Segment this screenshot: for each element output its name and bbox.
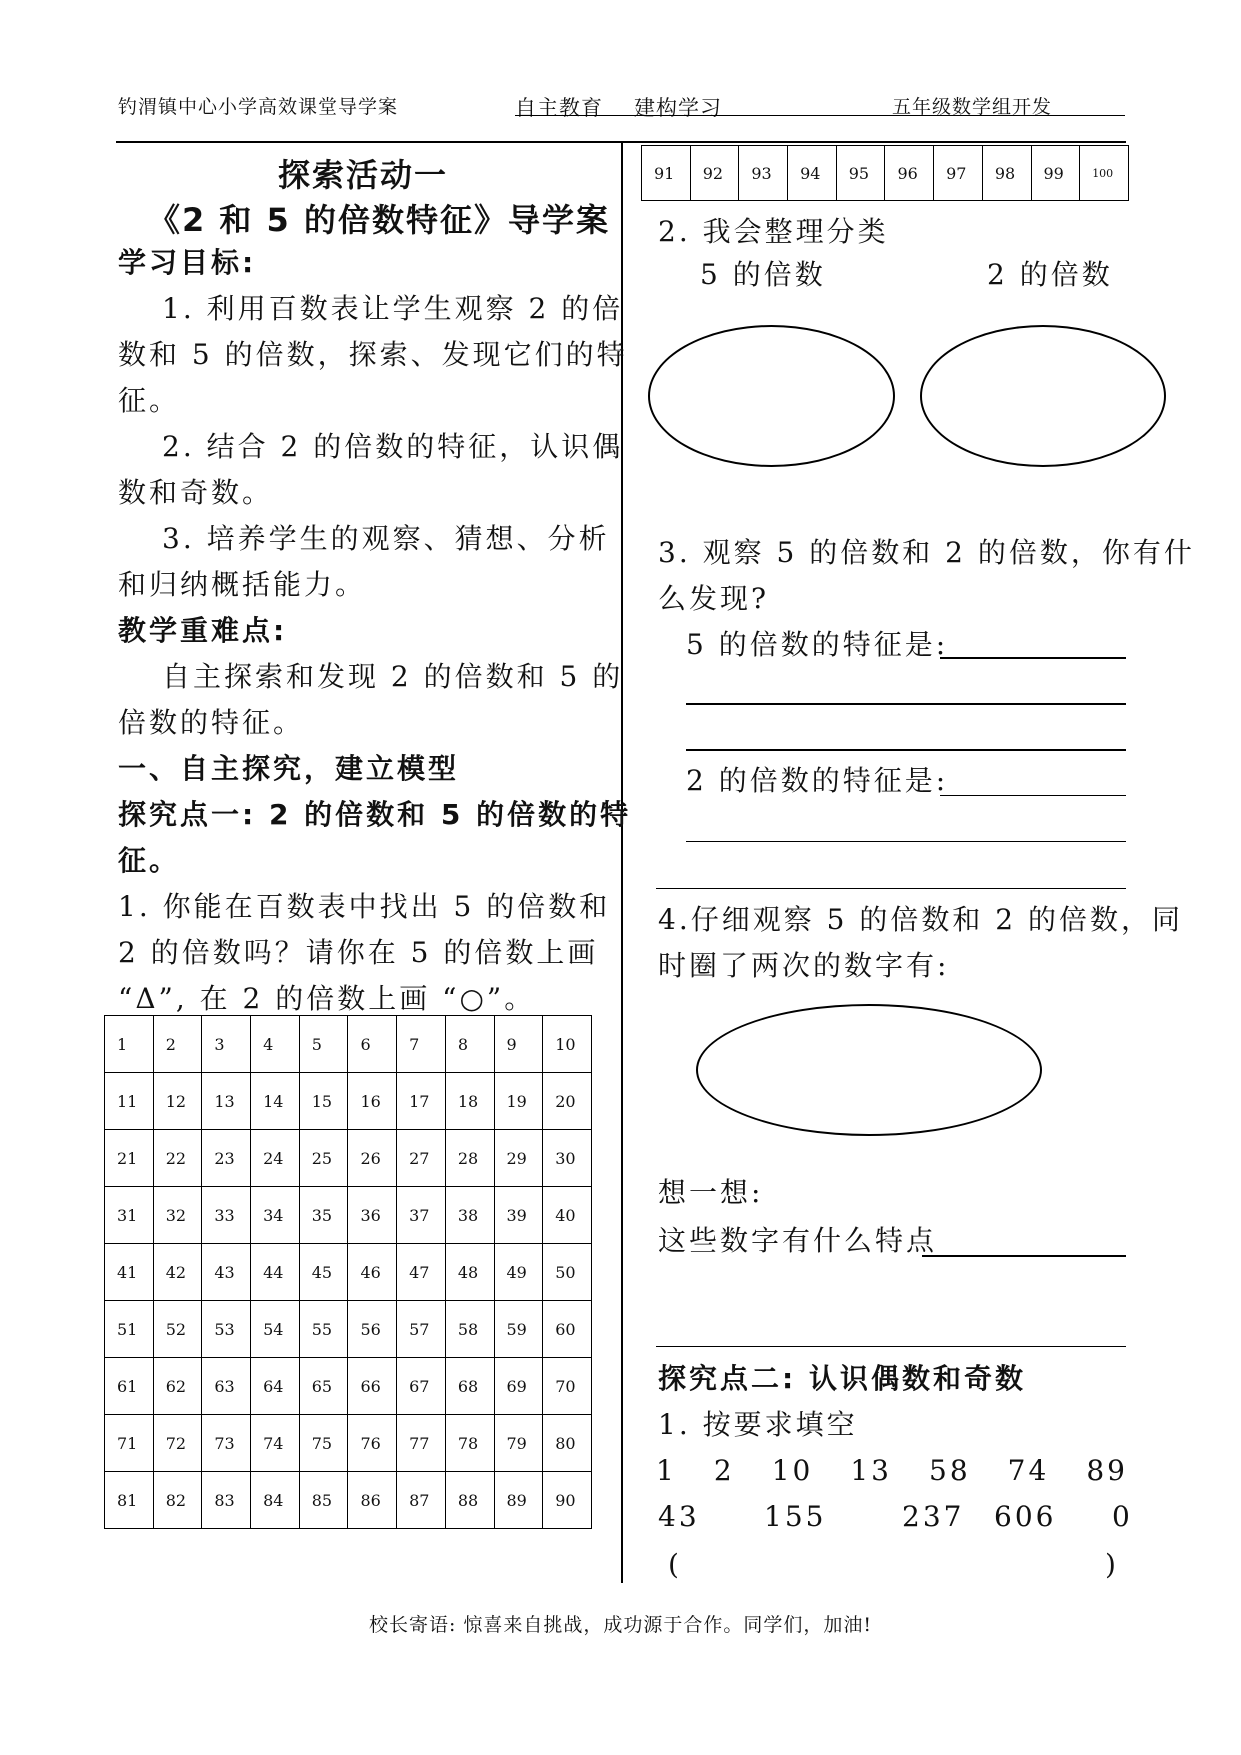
chart-row (642, 146, 1129, 201)
question-1a: 1. 你能在百数表中找出 5 的倍数和 (118, 890, 611, 923)
footer-motto: 校长寄语: 惊喜来自挑战，成功源于合作。同学们，加油! (368, 1614, 873, 1636)
chart-cell[interactable]: 14 (251, 1073, 300, 1130)
feature-5-blank-1[interactable] (940, 657, 1126, 659)
number: 89 (1086, 1454, 1128, 1487)
chart-cell[interactable]: 30 (543, 1130, 592, 1187)
chart-cell[interactable]: 25 (299, 1130, 348, 1187)
point-1-heading-a: 探究点一: 2 的倍数和 5 的倍数的特 (118, 798, 632, 831)
chart-cell[interactable]: 34 (251, 1187, 300, 1244)
number: 10 (771, 1454, 814, 1487)
chart-cell[interactable]: 7 (397, 1016, 446, 1073)
chart-cell[interactable]: 37 (397, 1187, 446, 1244)
chart-cell[interactable]: 73 (202, 1415, 251, 1472)
chart-cell[interactable]: 29 (494, 1130, 543, 1187)
chart-cell[interactable]: 13 (202, 1073, 251, 1130)
chart-cell[interactable]: 36 (348, 1187, 397, 1244)
chart-cell[interactable]: 86 (348, 1472, 397, 1529)
chart-cell[interactable]: 24 (251, 1130, 300, 1187)
feature-5-blank-3[interactable] (686, 749, 1126, 751)
point-1-heading-b: 征。 (118, 844, 181, 877)
title-line-1: 探索活动一 (278, 156, 449, 194)
question-3b: 么发现? (658, 582, 770, 615)
chart-cell[interactable]: 20 (543, 1073, 592, 1130)
chart-cell[interactable]: 95 (836, 146, 885, 201)
chart-cell[interactable]: 15 (299, 1073, 348, 1130)
question-1b: 2 的倍数吗？请你在 5 的倍数上画 (118, 936, 599, 969)
chart-cell[interactable]: 75 (299, 1415, 348, 1472)
think-question: 这些数字有什么特点 (658, 1224, 938, 1257)
chart-cell[interactable]: 50 (543, 1244, 592, 1301)
chart-cell[interactable]: 76 (348, 1415, 397, 1472)
chart-cell[interactable]: 81 (105, 1472, 154, 1529)
point-2-heading: 探究点二: 认识偶数和奇数 (658, 1362, 1026, 1395)
number: 58 (929, 1454, 971, 1487)
chart-cell[interactable]: 99 (1031, 146, 1080, 201)
number: 13 (850, 1454, 892, 1487)
chart-cell[interactable]: 87 (397, 1472, 446, 1529)
chart-cell[interactable]: 90 (543, 1472, 592, 1529)
chart-cell[interactable]: 1 (105, 1016, 154, 1073)
chart-cell[interactable]: 97 (934, 146, 983, 201)
goal-3b: 和归纳概括能力。 (118, 568, 367, 601)
chart-cell[interactable]: 27 (397, 1130, 446, 1187)
chart-cell[interactable]: 47 (397, 1244, 446, 1301)
header-motto-2: 建构学习 (634, 96, 722, 120)
goal-2a: 2. 结合 2 的倍数的特征，认识偶 (162, 430, 624, 463)
question-4b: 时圈了两次的数字有: (658, 949, 950, 982)
chart-cell[interactable]: 19 (494, 1073, 543, 1130)
chart-cell[interactable]: 3 (202, 1016, 251, 1073)
chart-cell[interactable]: 4 (251, 1016, 300, 1073)
chart-cell[interactable]: 2 (153, 1016, 202, 1073)
key-line-1: 自主探索和发现 2 的倍数和 5 的 (162, 660, 624, 693)
chart-cell[interactable]: 82 (153, 1472, 202, 1529)
goal-1a: 1. 利用百数表让学生观察 2 的倍 (162, 292, 624, 325)
chart-cell[interactable]: 80 (543, 1415, 592, 1472)
think-label: 想一想: (658, 1176, 764, 1209)
chart-cell[interactable]: 85 (299, 1472, 348, 1529)
chart-cell[interactable]: 88 (445, 1472, 494, 1529)
paren-open: ( (668, 1548, 682, 1581)
chart-cell[interactable]: 6 (348, 1016, 397, 1073)
chart-cell[interactable]: 83 (202, 1472, 251, 1529)
header-dev: 五年级数学组开发 (892, 96, 1053, 118)
think-blank[interactable] (922, 1255, 1126, 1257)
chart-cell[interactable]: 40 (543, 1187, 592, 1244)
number: 237 (902, 1500, 965, 1533)
chart-cell[interactable]: 61 (105, 1358, 154, 1415)
chart-cell[interactable]: 18 (445, 1073, 494, 1130)
chart-cell[interactable]: 70 (543, 1358, 592, 1415)
number: 155 (764, 1500, 827, 1533)
chart-cell[interactable]: 100 (1080, 146, 1129, 201)
feature-2-blank-1[interactable] (940, 795, 1126, 796)
section-1-heading: 一、自主探究，建立模型 (118, 752, 460, 785)
feature-5-label: 5 的倍数的特征是: (686, 628, 949, 661)
chart-cell[interactable]: 33 (202, 1187, 251, 1244)
label-multiples-2: 2 的倍数 (987, 258, 1113, 291)
question-4a: 4.仔细观察 5 的倍数和 2 的倍数，同 (658, 903, 1183, 936)
header-motto-1: 自主教育 (515, 96, 603, 120)
chart-cell[interactable]: 91 (642, 146, 691, 201)
chart-cell[interactable]: 23 (202, 1130, 251, 1187)
chart-cell[interactable]: 10 (543, 1016, 592, 1073)
chart-cell[interactable]: 28 (445, 1130, 494, 1187)
hundred-chart (104, 1015, 592, 1529)
chart-cell[interactable]: 16 (348, 1073, 397, 1130)
chart-cell[interactable]: 89 (494, 1472, 543, 1529)
chart-cell[interactable]: 62 (153, 1358, 202, 1415)
question-1c: “Δ”, 在 2 的倍数上画 “○”。 (118, 982, 536, 1015)
chart-cell[interactable]: 21 (105, 1130, 154, 1187)
chart-row (105, 1187, 592, 1244)
chart-cell[interactable]: 94 (788, 146, 837, 201)
chart-cell[interactable]: 66 (348, 1358, 397, 1415)
chart-cell[interactable]: 41 (105, 1244, 154, 1301)
chart-cell[interactable]: 42 (153, 1244, 202, 1301)
chart-cell[interactable]: 92 (690, 146, 739, 201)
oval-multiples-5[interactable] (648, 325, 895, 467)
chart-cell[interactable]: 53 (202, 1301, 251, 1358)
chart-cell[interactable]: 38 (445, 1187, 494, 1244)
hundred-chart-last-row (641, 145, 1129, 201)
feature-2-blank-2[interactable] (686, 841, 1126, 842)
chart-cell[interactable]: 96 (885, 146, 934, 201)
chart-cell[interactable]: 45 (299, 1244, 348, 1301)
chart-row (105, 1130, 592, 1187)
feature-2-label: 2 的倍数的特征是: (686, 764, 949, 797)
number-row-1 (656, 1448, 1128, 1494)
key-heading: 教学重难点: (118, 614, 288, 647)
chart-cell[interactable]: 22 (153, 1130, 202, 1187)
oval-multiples-2[interactable] (920, 325, 1166, 467)
goal-1b: 数和 5 的倍数，探索、发现它们的特 (118, 338, 628, 371)
chart-cell[interactable]: 55 (299, 1301, 348, 1358)
chart-cell[interactable]: 12 (153, 1073, 202, 1130)
chart-cell[interactable]: 17 (397, 1073, 446, 1130)
chart-row (105, 1301, 592, 1358)
number: 2 (713, 1454, 735, 1487)
chart-cell[interactable]: 39 (494, 1187, 543, 1244)
chart-cell[interactable]: 69 (494, 1358, 543, 1415)
feature-5-blank-2[interactable] (686, 703, 1126, 705)
number: 606 (994, 1500, 1057, 1533)
key-line-2: 倍数的特征。 (118, 706, 305, 739)
chart-cell[interactable]: 35 (299, 1187, 348, 1244)
feature-2-blank-3[interactable] (656, 888, 1126, 889)
chart-cell[interactable]: 11 (105, 1073, 154, 1130)
number: 0 (1112, 1500, 1133, 1533)
chart-cell[interactable]: 56 (348, 1301, 397, 1358)
question-3a: 3. 观察 5 的倍数和 2 的倍数，你有什 (658, 536, 1195, 569)
chart-cell[interactable]: 9 (494, 1016, 543, 1073)
chart-cell[interactable]: 48 (445, 1244, 494, 1301)
chart-cell[interactable]: 68 (445, 1358, 494, 1415)
goal-2b: 数和奇数。 (118, 476, 274, 509)
chart-cell[interactable]: 60 (543, 1301, 592, 1358)
label-multiples-5: 5 的倍数 (700, 258, 826, 291)
number: 43 (658, 1500, 700, 1533)
paren-close: ) (1105, 1548, 1119, 1581)
section-divider (656, 1346, 1126, 1347)
header-underline (515, 115, 1125, 116)
chart-cell[interactable]: 51 (105, 1301, 154, 1358)
chart-cell[interactable]: 32 (153, 1187, 202, 1244)
chart-cell[interactable]: 93 (739, 146, 788, 201)
title-line-2: 《2 和 5 的倍数特征》导学案 (148, 201, 610, 239)
chart-cell[interactable]: 78 (445, 1415, 494, 1472)
header-school: 钓渭镇中心小学高效课堂导学案 (118, 96, 399, 118)
chart-cell[interactable]: 5 (299, 1016, 348, 1073)
number: 74 (1007, 1454, 1050, 1487)
chart-row (105, 1016, 592, 1073)
chart-cell[interactable]: 49 (494, 1244, 543, 1301)
chart-cell[interactable]: 54 (251, 1301, 300, 1358)
chart-cell[interactable]: 44 (251, 1244, 300, 1301)
chart-cell[interactable]: 65 (299, 1358, 348, 1415)
chart-row (105, 1073, 592, 1130)
chart-cell[interactable]: 79 (494, 1415, 543, 1472)
chart-row (105, 1472, 592, 1529)
chart-cell[interactable]: 63 (202, 1358, 251, 1415)
chart-cell[interactable]: 58 (445, 1301, 494, 1358)
oval-common-multiples[interactable] (696, 1004, 1042, 1136)
chart-row (105, 1244, 592, 1301)
chart-cell[interactable]: 46 (348, 1244, 397, 1301)
chart-cell[interactable]: 57 (397, 1301, 446, 1358)
fill-question: 1. 按要求填空 (658, 1408, 858, 1441)
goals-heading: 学习目标: (118, 246, 257, 279)
chart-cell[interactable]: 98 (982, 146, 1031, 201)
chart-cell[interactable]: 77 (397, 1415, 446, 1472)
chart-cell[interactable]: 52 (153, 1301, 202, 1358)
chart-cell[interactable]: 31 (105, 1187, 154, 1244)
chart-row (105, 1358, 592, 1415)
chart-row (105, 1415, 592, 1472)
question-2: 2. 我会整理分类 (658, 215, 889, 248)
chart-cell[interactable]: 67 (397, 1358, 446, 1415)
chart-cell[interactable]: 84 (251, 1472, 300, 1529)
chart-cell[interactable]: 71 (105, 1415, 154, 1472)
number: 1 (656, 1454, 677, 1487)
chart-cell[interactable]: 74 (251, 1415, 300, 1472)
chart-cell[interactable]: 59 (494, 1301, 543, 1358)
goal-3a: 3. 培养学生的观察、猜想、分析 (162, 522, 610, 555)
chart-cell[interactable]: 64 (251, 1358, 300, 1415)
chart-cell[interactable]: 26 (348, 1130, 397, 1187)
chart-cell[interactable]: 8 (445, 1016, 494, 1073)
chart-cell[interactable]: 72 (153, 1415, 202, 1472)
goal-1c: 征。 (118, 384, 181, 417)
chart-cell[interactable]: 43 (202, 1244, 251, 1301)
